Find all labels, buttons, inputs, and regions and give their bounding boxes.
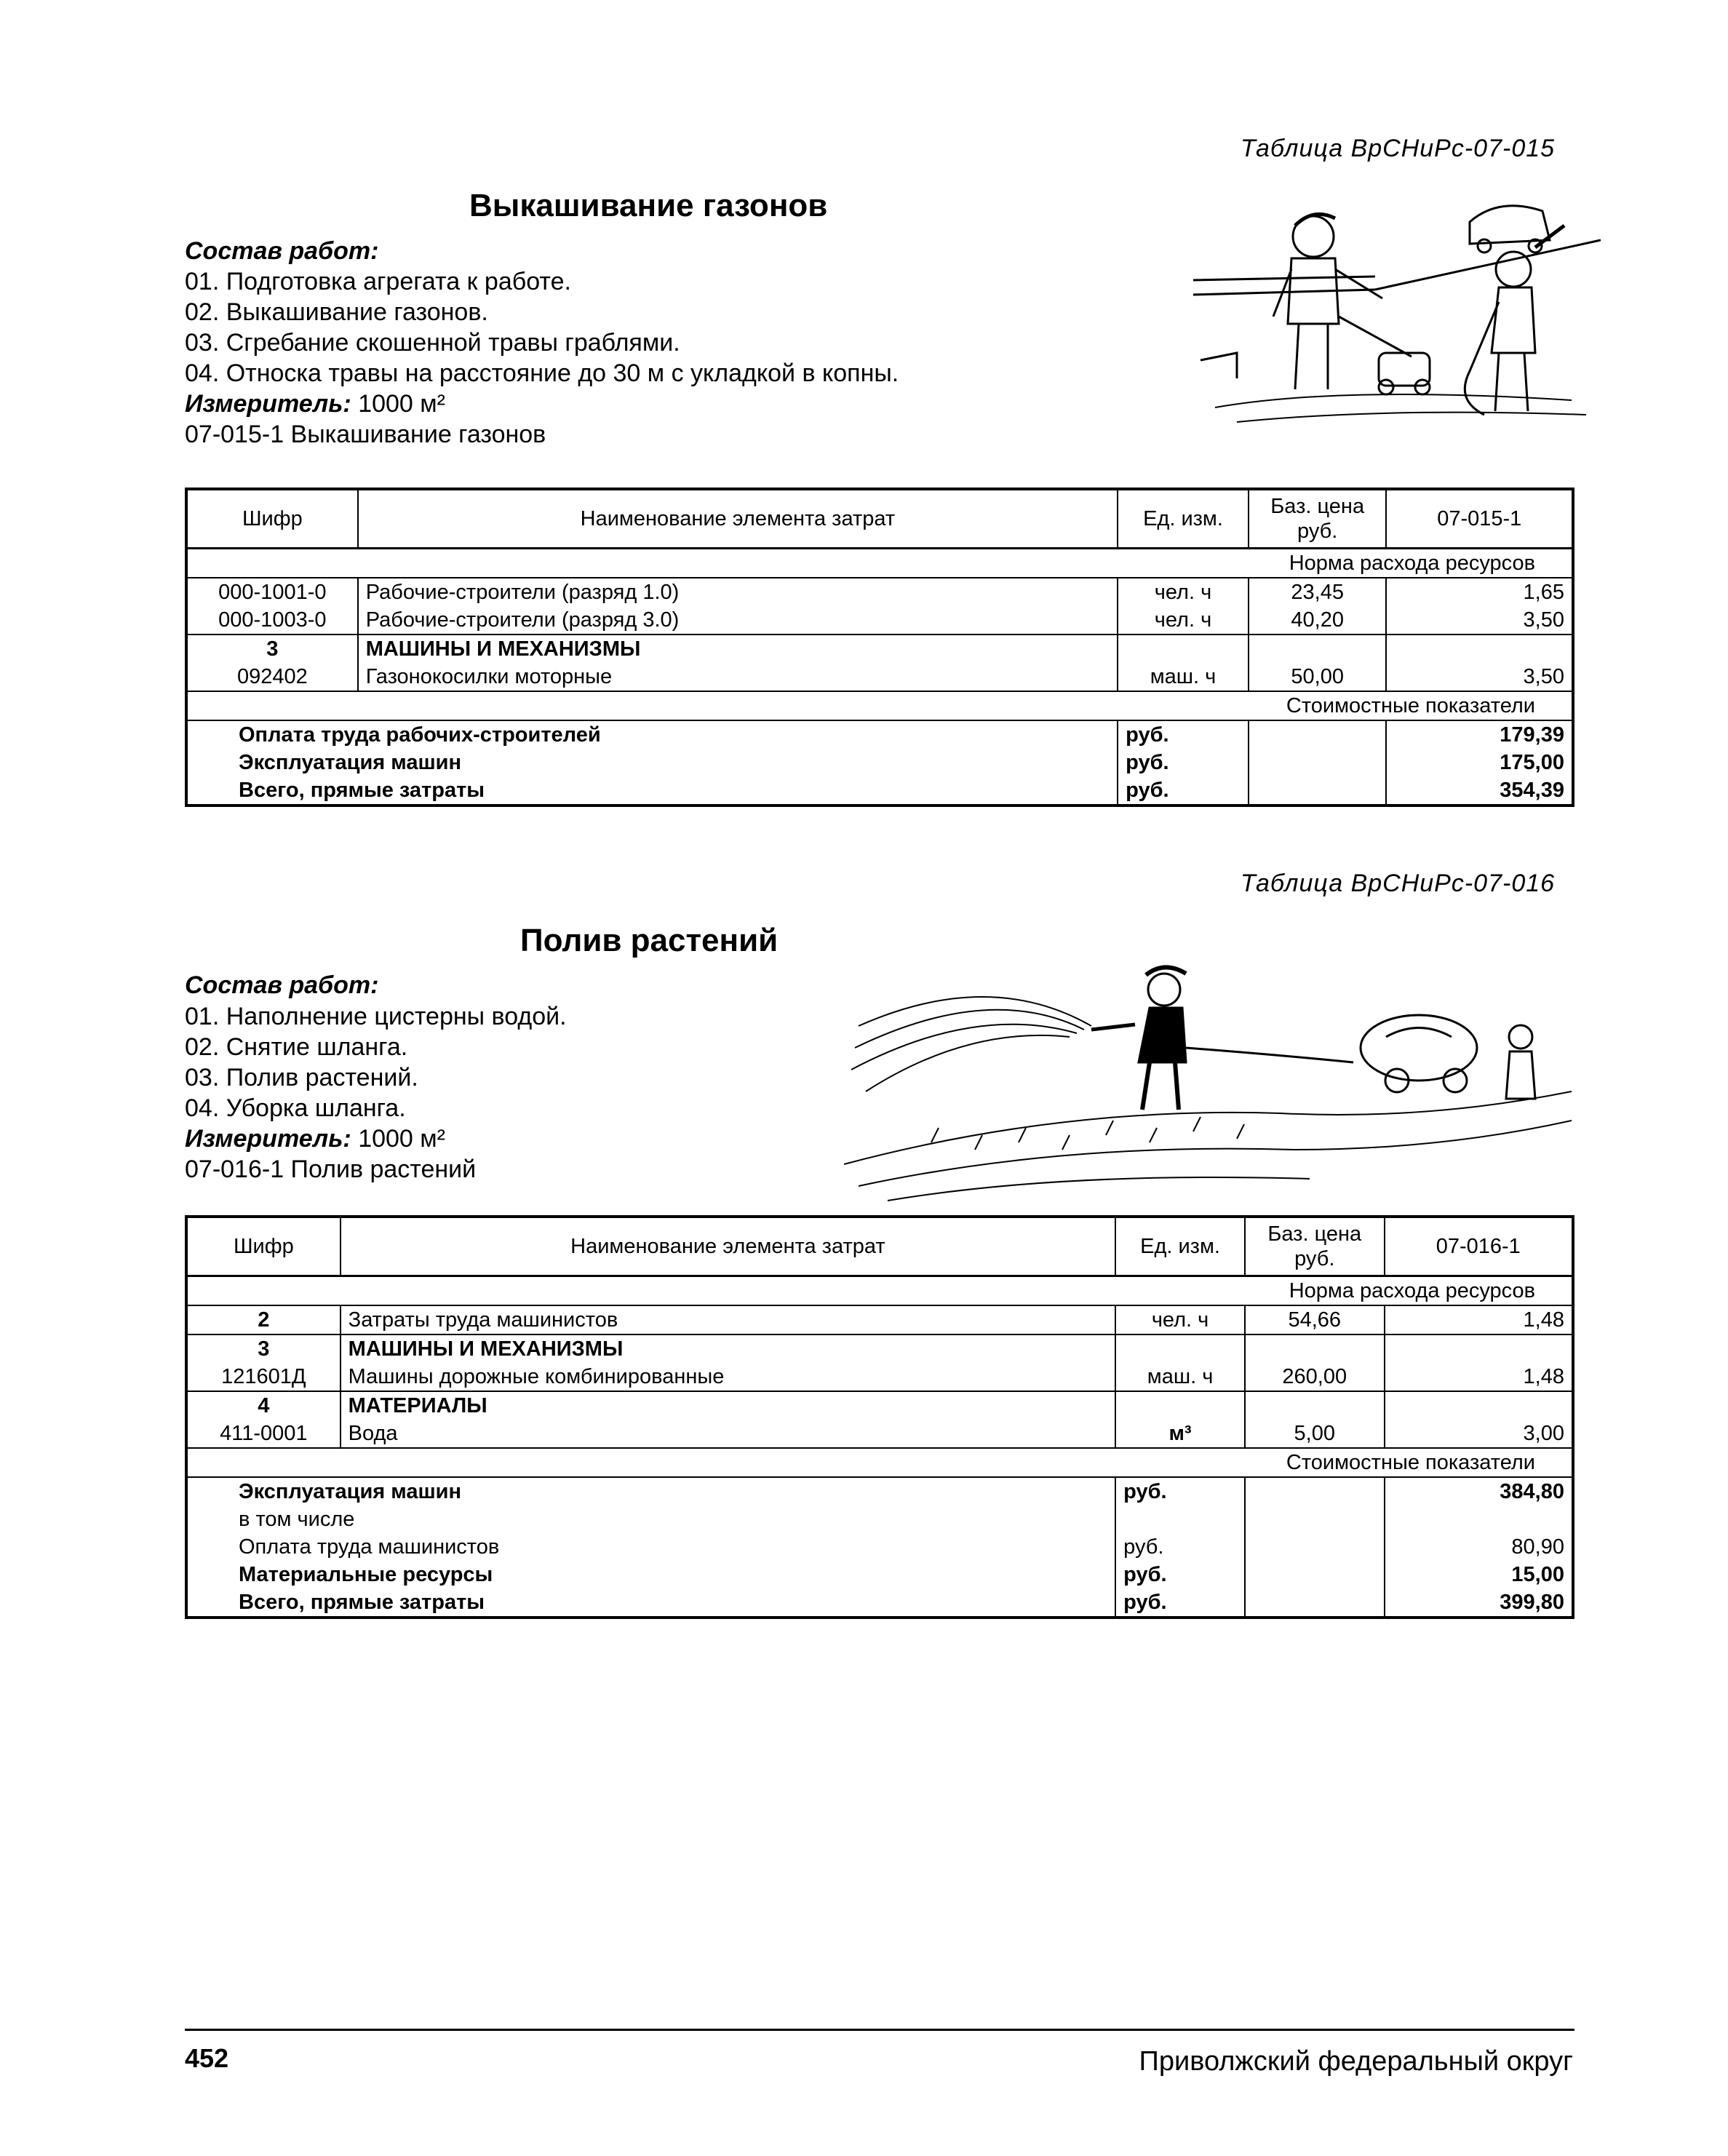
table-header-row xyxy=(186,489,1573,549)
row-unit: маш. ч xyxy=(1118,663,1249,691)
row-code: 3 xyxy=(186,1334,341,1363)
works-list xyxy=(185,1001,567,1185)
cost-value: 179,39 xyxy=(1386,720,1573,749)
lawn-mowing-illustration xyxy=(1193,196,1601,437)
row-value xyxy=(1385,1334,1573,1363)
row-code: 411-0001 xyxy=(186,1420,341,1448)
row-unit: чел. ч xyxy=(1115,1305,1245,1334)
table-row xyxy=(186,1391,1573,1420)
measure-line xyxy=(185,1123,567,1154)
header-col: 07-016-1 xyxy=(1385,1217,1573,1276)
table-row xyxy=(186,1334,1573,1363)
header-unit: Ед. изм. xyxy=(1115,1217,1245,1276)
header-unit: Ед. изм. xyxy=(1118,489,1249,549)
row-unit: чел. ч xyxy=(1118,578,1249,606)
cost-row xyxy=(186,720,1573,749)
work-item: 04. Относка травы на расстояние до 30 м с укладкой в копны. xyxy=(185,359,899,387)
cost-row xyxy=(186,749,1573,776)
code-line: 07-015-1 Выкашивание газонов xyxy=(185,421,546,448)
cost-label: Стоимостные показатели xyxy=(186,691,1573,720)
row-value: 1,65 xyxy=(1386,578,1573,606)
row-price: 40,20 xyxy=(1249,606,1387,635)
cost-row xyxy=(186,1561,1573,1588)
cost-value: 15,00 xyxy=(1385,1561,1573,1588)
cost-unit: руб. xyxy=(1115,1533,1245,1561)
cost-row xyxy=(186,1477,1573,1505)
row-name: Машины дорожные комбинированные xyxy=(341,1363,1115,1391)
row-price: 54,66 xyxy=(1245,1305,1385,1334)
header-price: Баз. цена руб. xyxy=(1249,489,1387,549)
section-title: Полив растений xyxy=(520,923,779,958)
work-item: 02. Выкашивание газонов. xyxy=(185,298,488,326)
table-header-row xyxy=(186,1217,1573,1276)
header-price: Баз. цена руб. xyxy=(1245,1217,1385,1276)
header-code: Шифр xyxy=(186,1217,341,1276)
cost-row xyxy=(186,776,1573,805)
row-price xyxy=(1249,635,1387,663)
work-item: 02. Снятие шланга. xyxy=(185,1033,408,1061)
cost-value: 354,39 xyxy=(1386,776,1573,805)
header-col: 07-015-1 xyxy=(1386,489,1573,549)
row-code: 121601Д xyxy=(186,1363,341,1391)
row-code: 092402 xyxy=(186,663,358,691)
row-price: 50,00 xyxy=(1249,663,1387,691)
cost-value xyxy=(1385,1505,1573,1533)
code-line: 07-016-1 Полив растений xyxy=(185,1155,477,1183)
measure-value: 1000 м² xyxy=(358,1125,445,1153)
row-name: МАШИНЫ И МЕХАНИЗМЫ xyxy=(358,635,1118,663)
table-row xyxy=(186,1305,1573,1334)
cost-name: Всего, прямые затраты xyxy=(186,776,1118,805)
page-number: 452 xyxy=(185,2043,229,2073)
cost-name: Эксплуатация машин xyxy=(186,1477,1115,1505)
cost-value: 80,90 xyxy=(1385,1533,1573,1561)
row-name: Вода xyxy=(341,1420,1115,1448)
row-value: 3,50 xyxy=(1386,663,1573,691)
row-code: 000-1003-0 xyxy=(186,606,358,635)
table-row xyxy=(186,1420,1573,1448)
row-code: 4 xyxy=(186,1391,341,1420)
row-price: 260,00 xyxy=(1245,1363,1385,1391)
sostav-label: Состав работ: xyxy=(185,971,379,999)
cost-name: Материальные ресурсы xyxy=(186,1561,1115,1588)
row-code: 3 xyxy=(186,635,358,663)
table-row xyxy=(186,578,1573,606)
table-row xyxy=(186,635,1573,663)
cost-value: 384,80 xyxy=(1385,1477,1573,1505)
cost-row xyxy=(186,1505,1573,1533)
table-row xyxy=(186,1363,1573,1391)
header-name: Наименование элемента затрат xyxy=(341,1217,1115,1276)
watering-illustration xyxy=(844,946,1579,1208)
table-name: Таблица ВрСНиРс-07-015 xyxy=(1241,135,1556,162)
row-value: 3,50 xyxy=(1386,606,1573,635)
region-name: Приволжский федеральный округ xyxy=(1139,2046,1573,2077)
work-item: 04. Уборка шланга. xyxy=(185,1094,406,1122)
table-row xyxy=(186,663,1573,691)
row-code: 000-1001-0 xyxy=(186,578,358,606)
work-item: 01. Наполнение цистерны водой. xyxy=(185,1003,567,1030)
row-value xyxy=(1386,635,1573,663)
row-name: Рабочие-строители (разряд 3.0) xyxy=(358,606,1118,635)
header-name: Наименование элемента затрат xyxy=(358,489,1118,549)
row-unit xyxy=(1115,1391,1245,1420)
header-code: Шифр xyxy=(186,489,358,549)
cost-unit: руб. xyxy=(1115,1588,1245,1618)
cost-unit: руб. xyxy=(1118,776,1249,805)
table-name: Таблица ВрСНиРс-07-016 xyxy=(1241,870,1556,897)
work-item: 03. Сгребание скошенной травы граблями. xyxy=(185,329,680,357)
row-price: 5,00 xyxy=(1245,1420,1385,1448)
cost-unit: руб. xyxy=(1118,749,1249,776)
cost-unit xyxy=(1115,1505,1245,1533)
cost-table-1 xyxy=(185,488,1574,807)
row-unit xyxy=(1118,635,1249,663)
row-unit: м³ xyxy=(1115,1420,1245,1448)
cost-unit: руб. xyxy=(1115,1561,1245,1588)
measure-label: Измеритель: xyxy=(185,390,351,418)
row-value: 1,48 xyxy=(1385,1305,1573,1334)
measure-line xyxy=(185,389,899,419)
section-title: Выкашивание газонов xyxy=(469,188,828,223)
row-code: 2 xyxy=(186,1305,341,1334)
work-item: 03. Полив растений. xyxy=(185,1064,418,1091)
cost-name: Оплата труда машинистов xyxy=(186,1533,1115,1561)
cost-table-2 xyxy=(185,1215,1574,1619)
cost-value: 399,80 xyxy=(1385,1588,1573,1618)
norma-label: Норма расхода ресурсов xyxy=(186,1276,1573,1306)
row-name: Затраты труда машинистов xyxy=(341,1305,1115,1334)
row-price xyxy=(1245,1334,1385,1363)
row-name: Рабочие-строители (разряд 1.0) xyxy=(358,578,1118,606)
cost-name: в том числе xyxy=(186,1505,1115,1533)
row-value: 3,00 xyxy=(1385,1420,1573,1448)
work-item: 01. Подготовка агрегата к работе. xyxy=(185,268,571,295)
cost-name: Эксплуатация машин xyxy=(186,749,1118,776)
row-name: Газонокосилки моторные xyxy=(358,663,1118,691)
cost-unit: руб. xyxy=(1115,1477,1245,1505)
cost-name: Оплата труда рабочих-строителей xyxy=(186,720,1118,749)
cost-name: Всего, прямые затраты xyxy=(186,1588,1115,1618)
cost-label: Стоимостные показатели xyxy=(186,1448,1573,1477)
row-price xyxy=(1245,1391,1385,1420)
row-name: МАТЕРИАЛЫ xyxy=(341,1391,1115,1420)
cost-row xyxy=(186,1533,1573,1561)
measure-label: Измеритель: xyxy=(185,1125,351,1153)
row-value xyxy=(1385,1391,1573,1420)
row-name: МАШИНЫ И МЕХАНИЗМЫ xyxy=(341,1334,1115,1363)
norma-label: Норма расхода ресурсов xyxy=(186,549,1573,578)
table-row xyxy=(186,606,1573,635)
cost-row xyxy=(186,1588,1573,1618)
row-unit: чел. ч xyxy=(1118,606,1249,635)
footer-divider xyxy=(185,2029,1574,2031)
row-price: 23,45 xyxy=(1249,578,1387,606)
row-unit xyxy=(1115,1334,1245,1363)
works-list xyxy=(185,266,899,450)
sostav-label: Состав работ: xyxy=(185,237,379,265)
cost-value: 175,00 xyxy=(1386,749,1573,776)
measure-value: 1000 м² xyxy=(358,390,445,418)
row-value: 1,48 xyxy=(1385,1363,1573,1391)
cost-unit: руб. xyxy=(1118,720,1249,749)
row-unit: маш. ч xyxy=(1115,1363,1245,1391)
